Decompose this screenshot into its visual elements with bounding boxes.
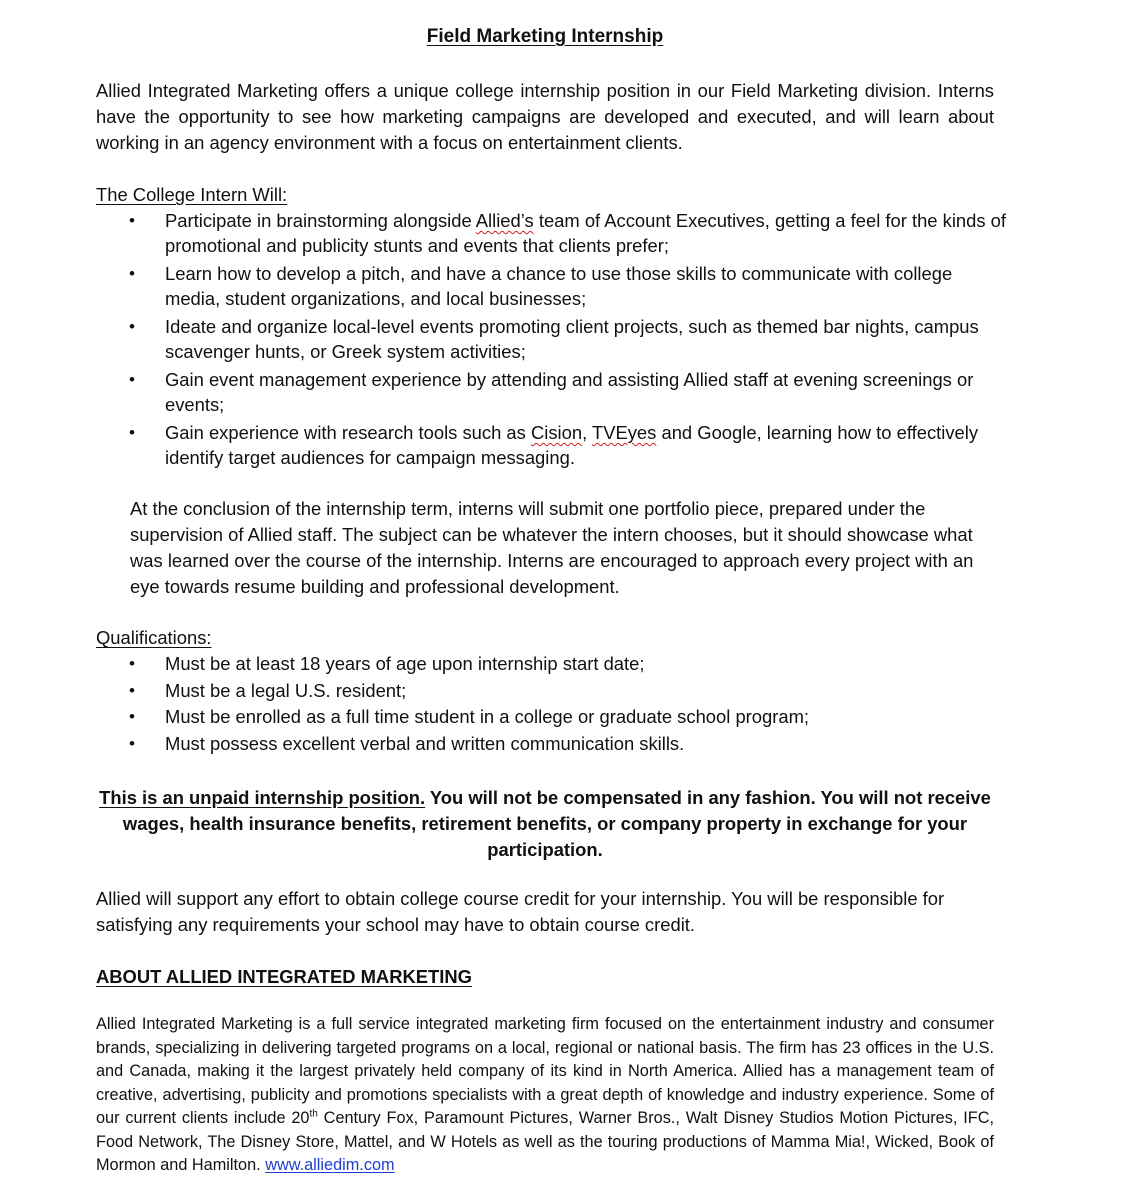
about-heading: ABOUT ALLIED INTEGRATED MARKETING (96, 966, 472, 987)
bullet-icon: • (129, 654, 135, 673)
unpaid-notice (96, 785, 994, 863)
bullet-icon: • (129, 423, 135, 442)
bullet-icon: • (129, 211, 135, 230)
unpaid-notice-lead: This is an unpaid internship position. (99, 787, 426, 808)
bullet-icon: • (129, 680, 135, 700)
bullet-icon: • (129, 370, 135, 389)
intern-will-list (96, 208, 1006, 473)
document-title: Field Marketing Internship (426, 26, 664, 47)
spellcheck-word[interactable]: Cision (530, 422, 583, 443)
course-credit-paragraph: Allied will support any effort to obtain college course credit for your internship. You will be responsible for satisfying any requirements your school may have to obtain course credit. (96, 888, 945, 935)
about-paragraph: Allied Integrated Marketing is a full service integrated marketing firm focused on the entertainment industry and consumer brands, specializing in delivering targeted programs on a local, regional or national basis. The firm has 23 offices in the U.S. and Canada, making it the largest privately held company of its kind in North America. Allied has a management team of creative, advertising, publicity and promotions specialists with a great depth of knowledge and industry experience. Some of our current clients include 20th Century Fox, Paramount Pictures, Warner Bros., Walt Disney Studios Motion Pictures, IFC, Food Network, The Disney Store, Mattel, and W Hotels as well as the touring productions of Mamma Mia!, Wicked, Book of Mormon and Hamilton. www.alliedim.com (96, 1015, 994, 1174)
qualifications-list (96, 651, 1006, 757)
list-item: • Must possess excellent verbal and written communication skills. (129, 732, 685, 754)
bullet-icon: • (129, 733, 135, 753)
conclusion-paragraph: At the conclusion of the internship term, interns will submit one portfolio piece, prepared under the supervision of Allied staff. The subject can be whatever the intern chooses, but it should showcase what was learned over the course of the internship. Interns are encouraged to approach every project with an eye towards resume building and professional development. (130, 498, 974, 597)
spellcheck-word[interactable]: Allied’s (475, 210, 534, 231)
list-item: • Gain event management experience by attending and assisting Allied staff at evening screenings or events; (129, 369, 974, 415)
list-item: • Must be a legal U.S. resident; (129, 679, 407, 701)
intro-paragraph: Allied Integrated Marketing offers a unique college internship position in our Field Marketing division. Interns have the opportunity to see how marketing campaigns are developed and executed, and will learn about working in an agency environment with a focus on entertainment clients. (96, 80, 994, 153)
list-item: • Gain experience with research tools such as Cision, TVEyes and Google, learning how to effectively identify target audiences for campaign messaging. (129, 422, 979, 468)
intern-will-heading: The College Intern Will: (96, 184, 288, 205)
list-item: • Ideate and organize local-level events promoting client projects, such as themed bar nights, campus scavenger hunts, or Greek system activities; (129, 316, 979, 362)
list-item: • Participate in brainstorming alongside Allied’s team of Account Executives, getting a feel for the kinds of promotional and publicity stunts and events that clients prefer; (129, 210, 1007, 256)
unpaid-notice-body: You will not be compensated in any fashion. You will not receive wages, health insurance benefits, retirement benefits, or company property in exchange for your participation. (122, 787, 991, 860)
list-item: • Must be enrolled as a full time student in a college or graduate school program; (129, 706, 810, 727)
bullet-icon: • (129, 264, 135, 283)
website-link[interactable]: www.alliedim.com (265, 1156, 395, 1174)
list-item: • Learn how to develop a pitch, and have a chance to use those skills to communicate with college media, student organizations, and local businesses; (129, 263, 953, 309)
qualifications-heading: Qualifications: (96, 627, 212, 648)
spellcheck-word[interactable]: TVEyes (591, 422, 657, 443)
list-item: • Must be at least 18 years of age upon internship start date; (129, 653, 645, 674)
bullet-icon: • (129, 707, 135, 726)
bullet-icon: • (129, 317, 135, 336)
